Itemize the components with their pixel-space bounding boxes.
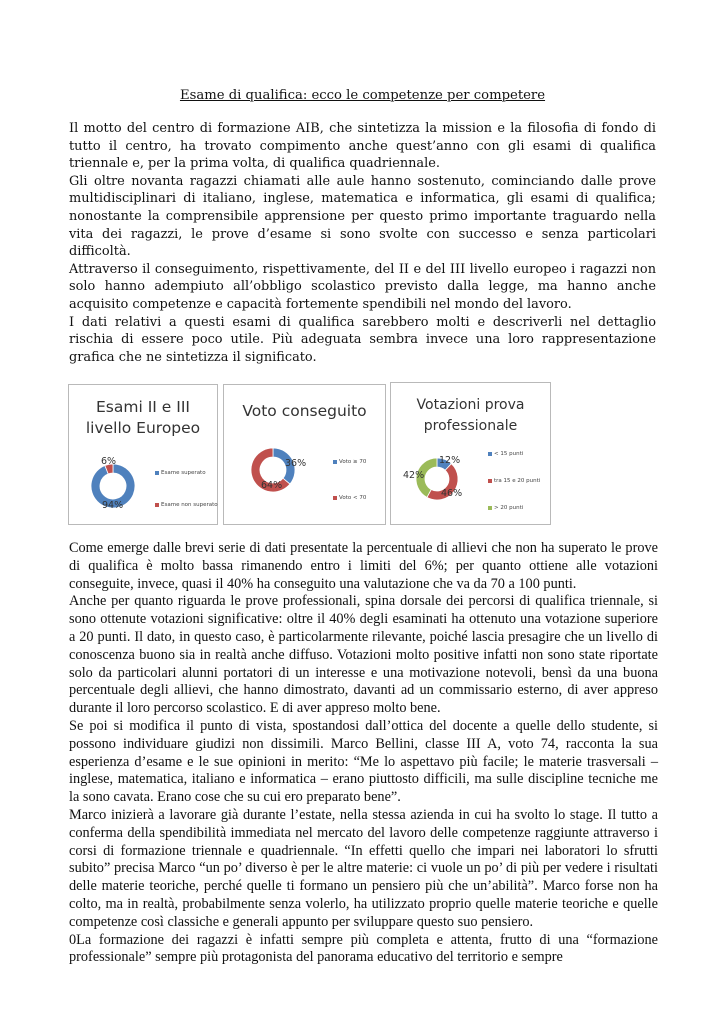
legend-label: > 20 punti bbox=[494, 505, 524, 511]
legend-entry bbox=[155, 470, 206, 476]
paragraph: Se poi si modifica il punto di vista, spostandosi dall’ottica del docente a quelle dello studente, si possono individuare giudizi non dissimili. Marco Bellini, classe III A, voto 74, racconta la sua esperienza d’esame e le sue opinioni in merito: “Me lo aspettavo più facile; le materie trasversali – inglese, matematica, italiano e informatica – erano piuttosto difficili, ma sulle discipline tecniche me la sono cavata. Erano cose che su cui ero preparato bene”. bbox=[69, 717, 658, 806]
legend-label: Esame superato bbox=[161, 470, 206, 476]
legend-label: Voto < 70 bbox=[339, 495, 367, 501]
legend-label: Voto ≥ 70 bbox=[339, 459, 367, 465]
paragraph: I dati relativi a questi esami di qualifica sarebbero molti e descriverli nel dettaglio rischia di essere poco utile. Più adeguata sembra invece una loro rappresentazione grafica che ne sintetizza il significato. bbox=[69, 314, 656, 365]
donut-chart bbox=[224, 385, 385, 524]
paragraph: Il motto del centro di formazione AIB, che sintetizza la mission e la filosofia di fondo di tutto il centro, ha trovato compimento anche quest’anno con gli esami di qualifica triennale e, per la prima volta, di qualifica quadriennale. bbox=[69, 121, 656, 172]
chart-title-line: livello Europeo bbox=[85, 419, 201, 437]
legend-swatch bbox=[333, 460, 337, 464]
paragraph: Marco inizierà a lavorare già durante l’estate, nella stessa azienda in cui ha svolto lo stage. Il tutto a conferma della spendibilità immediata nel mercato del lavoro delle competenze raggiunte attraverso i corsi di formazione triennale e quadriennale. “In effetti quello che impari nei laboratori lo sfrutti subito” precisa Marco “un po’ diverso è per le altre materie: ci vuole un po’ di più per vedere i risultati delle materie teoriche, perché quelle ti formano un pensiero più che un’abilità”. Marco forse non ha colto, ma in realtà, probabilmente senza volerlo, ha utilizzato proprio quelle materie teoriche e quelle competenze così classiche e generali appunto per sviluppare questo suo pensiero. bbox=[69, 806, 658, 930]
paragraph: 0La formazione dei ragazzi è infatti sempre più completa e attenta, frutto di una “formazione professionale” sempre più protagonista del panorama educativo del territorio e sempre bbox=[69, 931, 658, 966]
legend-label: tra 15 e 20 punti bbox=[494, 478, 541, 484]
slice-label: 36% bbox=[285, 458, 307, 469]
paragraph: Anche per quanto riguarda le prove professionali, spina dorsale dei percorsi di qualifica triennale, si sono ottenute votazioni significative: oltre il 40% degli esaminati ha ottenuto una votazione superiore a 20 punti. Il dato, in questo caso, è particolarmente rilevante, poiché lascia presagire che un livello di conoscenza buono sia in realtà anche diffuso. Votazioni molto positive infatti non sono state riportate solo da particolari alunni portatori di un interesse e una motivazione notevoli, bensì da una buona percentuale degli allievi, che hanno dimostrato, davanti ad un commissario esterno, di aver appreso durante il loro percorso scolastico. E di aver appreso molto bene. bbox=[69, 593, 658, 717]
paragraph: Gli oltre novanta ragazzi chiamati alle aule hanno sostenuto, cominciando dalle prove multidisciplinari di italiano, inglese, matematica e informatica, gli esami di qualifica; nonostante la comprensibile apprensione per questo primo importante traguardo nella vita dei ragazzi, le prove d’esame si sono svolte con successo e senza particolari difficoltà. bbox=[69, 173, 656, 260]
charts-row bbox=[68, 382, 656, 527]
donut-chart bbox=[391, 383, 550, 524]
document-title: Esame di qualifica: ecco le competenze per competere bbox=[179, 88, 546, 103]
legend-swatch bbox=[155, 503, 159, 507]
legend-swatch bbox=[333, 496, 337, 500]
chart-votazioni-prova bbox=[390, 382, 551, 525]
chart-voto-conseguito bbox=[223, 384, 386, 525]
intro-text bbox=[69, 120, 656, 366]
slice-label: 12% bbox=[439, 455, 461, 466]
slice-label: 94% bbox=[102, 500, 124, 511]
legend-entry bbox=[155, 502, 218, 508]
legend-entry bbox=[333, 495, 366, 501]
chart-title-line: professionale bbox=[423, 418, 518, 434]
legend-label: Esame non superato bbox=[161, 502, 218, 508]
paragraph: Attraverso il conseguimento, rispettivamente, del II e del III livello europeo i ragazzi non solo hanno adempiuto all’obbligo scolastico previsto dalla legge, ma hanno anche acquisito competenze e capacità fortemente spendibili nel mondo del lavoro. bbox=[69, 261, 656, 312]
legend-swatch bbox=[488, 452, 492, 456]
slice-label: 46% bbox=[441, 488, 463, 499]
paragraph: Come emerge dalle brevi serie di dati presentate la percentuale di allievi che non ha superato le prove di qualifica è molto bassa rimanendo entro i limiti del 6%; per quanto ottiene alle votazioni conseguite, invece, quasi il 40% ha conseguito una valutazione che va da 70 a 100 punti. bbox=[69, 540, 658, 592]
legend-label: < 15 punti bbox=[494, 451, 524, 457]
legend-swatch bbox=[488, 506, 492, 510]
slice-label: 6% bbox=[101, 456, 117, 467]
chart-title-line: Voto conseguito bbox=[242, 402, 367, 420]
legend-entry bbox=[488, 451, 523, 457]
legend-entry bbox=[333, 459, 366, 465]
body-text bbox=[69, 540, 658, 967]
slice-label: 42% bbox=[403, 470, 425, 481]
chart-esami-livello bbox=[68, 384, 218, 525]
slice-label: 64% bbox=[261, 480, 283, 491]
legend-entry bbox=[488, 505, 523, 511]
legend-swatch bbox=[488, 479, 492, 483]
chart-title-line: Votazioni prova bbox=[416, 397, 525, 413]
chart-title-line: Esami II e III bbox=[96, 398, 190, 416]
legend-swatch bbox=[155, 471, 159, 475]
legend-entry bbox=[488, 478, 540, 484]
